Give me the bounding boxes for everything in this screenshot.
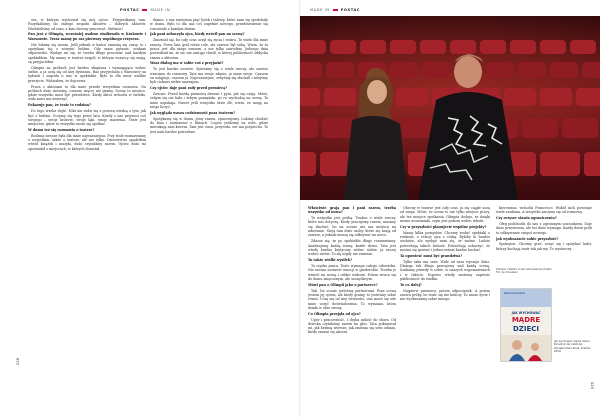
theater-seat [300, 62, 322, 78]
article-paragraph: To wszystko jest próbą. Trudno o wiele rzeczy, które nas dotyczą. Kiedy pracujemy razem, musimy się słuchać, bo na scenie nie ma miejsca na udawanie. Stoją tam dwie osoby, które się znają od zawsze, a jednak muszą się odkrywać na nowo. [308, 216, 396, 238]
theater-seat [540, 88, 572, 106]
interview-question: Mówi pan o Olimpii jako o partnerce? [308, 282, 378, 287]
interview-question: Właściwie grają pan i pani razem, trzeba wszystko od nowa? [308, 206, 396, 215]
header-separator [333, 9, 338, 10]
theater-seat [420, 40, 446, 54]
right-page-header [310, 8, 360, 12]
theater-photo-image [300, 0, 600, 200]
article-paragraph: Mamy kilka pomysłów. Chcemy zrobić spektakl o rodzinie, o relacji ojca z córką. Byłoby to bardzo osobiste, ale wydaje nam się, że ważne. Ludzie potrzebują takich historii. Potrzebują zobaczyć, że można się spierać i jednocześnie bardzo kochać. [400, 230, 490, 252]
theater-seat [480, 40, 506, 54]
book-title-line-1: JAK WYCHOWAĆ [511, 311, 541, 315]
article-paragraph: Obecny w teatrze jest cały czas, ja się ciągle uczę od niego. Mówi, że scena to nie tylko miejsce pracy, ale też miejsce spotkania. Olimpia dodaje, że dzięki niemu zrozumiała, czym jest pokora wobec tekstu. [400, 206, 490, 223]
article-paragraph: Spotykamy się w domu, jemy razem, spacerujemy. Lubimy chodzić do kina i rozmawiać o filmach. Często jeździmy na wieś, gdzie mieszkają nasi krewni. Tam jest cisza, przyroda, nie ma pośpiechu. To jest nam bardzo potrzebne. [150, 116, 268, 134]
right-folio: 029 [590, 382, 594, 389]
theater-seat [562, 118, 598, 138]
theater-seat [540, 152, 580, 176]
right-header-section: POSTAĆ [340, 8, 361, 12]
theater-seat [570, 40, 596, 54]
article-paragraph: Praca z aktorami to dla mnie przede wszystkim rozmowa. Na próbach dużo mówimy, czasem więcej niż gramy. Scena to miejsce, gdzie wszystko musi być prawdziwe. Kiedy aktor wchodzi w światło, widz musi mu uwierzyć. [28, 84, 146, 102]
theater-seat [300, 152, 316, 176]
interview-question: Wasz dialog ma w sobie coś z przyjaźni? [150, 61, 224, 66]
interview-question: Ta opowieść musi być prawdziwa? [400, 253, 463, 258]
theater-seat [326, 62, 354, 78]
theater-seat [582, 62, 600, 78]
article-paragraph: kierowana, wchodzi Francesco. Wokół nich powstaje wiele zaufania. A wszystko zaczyna się od rozmowy. [496, 206, 592, 215]
interview-question: Jak wyobrażacie sobie przyszłość? [496, 236, 559, 241]
article-paragraph: Do tego trzeba dojść. Nikt nie rodzi się z gotową wiedzą o tym, jak być z ludźmi. Uczymy się tego przez lata. Każdy z nas przynosi coś swojego – swoje historie, swoje lęki, swoje marzenia. Teatr jest miejscem, gdzie to wszystko może się spotkać. [28, 109, 146, 127]
article-paragraph: Najpierw premiera, potem odpoczynek. A potem znowu próby, bo teatr się nie kończy. To nasze życie i nie wyobrażamy sobie innego. [400, 288, 490, 302]
book-cover [500, 288, 552, 362]
right-text-column-2 [400, 206, 490, 410]
interview-question: W domu też się rozmawia o teatrze? [28, 127, 95, 132]
book-caption: Jak wychować mądre dzieci. Poradnik dla rodziców. Wydawnictwo Znak. Kraków 2019. [554, 340, 591, 354]
theater-seat [576, 88, 600, 106]
right-text-column-1 [308, 206, 396, 410]
article-paragraph: Spokojnie. Chcemy grać, uczyć się i spotykać ludzi, którzy kochają teatr tak jak my. To wystarczy. [496, 242, 592, 251]
article-paragraph: Zdarza się, że po spektaklu długo rozmawiamy. Analizujemy każdą scenę, każde słowo. Tata jest wtedy bardzo krytyczny wobec siebie, ja raczej wobec siebie. To się nigdy nie zmienia. [308, 239, 396, 257]
right-text-column-3 [496, 206, 592, 264]
book-author: Paweł Kozłowski [504, 292, 525, 295]
theater-seat [550, 62, 578, 78]
theater-seat [300, 118, 318, 138]
interview-question: To także wielki wysiłek? [308, 258, 353, 263]
interview-question: Jak wygląda wasza codzienność poza teatrem? [150, 110, 236, 115]
theater-seat [422, 62, 450, 78]
header-separator [142, 9, 147, 10]
interview-question: Pokazuje pan, że teatr to rodzina? [28, 103, 91, 108]
theater-seat [540, 40, 566, 54]
interview-question: Pan jest z Olimpią, wcześniej osobno studiowała w Krakowie i Warszawie. Teraz mamy po raz pierwszy wspólnego reżysera. [28, 32, 146, 41]
theater-seat [390, 40, 416, 54]
left-header-label: MADE IN [150, 8, 171, 12]
article-paragraph: ora, w którym wychował się mój ojciec. Przyjeżdżamy tam. Pozyskaliśmy do stałego zespołu aktorów – dobrych aktorów. Wiedzieliśmy od razu, z kim chcemy pracować. Stefanie! [28, 18, 146, 31]
article-paragraph: To ciężka praca. Teatr wymaga całego człowieka. Nie można zostawić emocji w garderobie. Trzeba je wnieść na scenę i oddać widzom. Potem wraca się do domu zmęczonym, ale szczęśliwym. [308, 263, 396, 281]
interview-question: Co Olimpia przejęła od ojca? [308, 311, 361, 316]
article-paragraph: To jest bardzo szczere. Spieramy się o wiele rzeczy, ale zawsze wracamy do rozmowy. Tata ma swoje zdanie, ja mam swoje. Czasem on ustępuje, czasem ja. Najważniejsze, żebyśmy się słuchali i żebyśmy byli ciekawi siebie nawzajem. [150, 67, 268, 85]
interview-question: Jak pani zobaczyła ojca, kiedy wrócił pan na scenę? [150, 32, 245, 37]
theater-seat [300, 88, 320, 106]
theater-seat [486, 62, 514, 78]
interview-question: To co dalej? [400, 282, 422, 287]
left-text-column-1 [28, 18, 146, 408]
photo-caption-text: Olimpia i Stefan w sali widowiskowej teatru [496, 268, 553, 271]
article-paragraph: Upór i pracowitość. I chyba miłość do słowa. Od dziecka czytaliśmy razem na głos. Tata pokazywał mi, jak brzmią wiersze, jak zmienia się sens zdania, kiedy zmieni się akcent. [308, 317, 396, 335]
article-paragraph: Ołeg podchodzi do nas z ogromnym szacunkiem. Daje dużo przestrzeni, ale też dużo wymaga. Każdy dzień prób to odkrywanie czegoś nowego. [496, 222, 592, 235]
photo-credit: Fot. Jan Kowalski [496, 271, 518, 275]
left-folio: 026 [16, 358, 20, 365]
article-paragraph: tkanie, z nas wymienia pięć łyżek i talerzy, które nam się spodobały w domu. Było to dla nas coś zupełnie nowego, przedstawienie się rozrastało z każdym dniem. [150, 18, 268, 31]
left-header-section: POSTAĆ [120, 8, 140, 12]
article-paragraph: Tak. Na scenie jesteśmy partnerami. Poza sceną jestem jej ojcem, ale kiedy gramy, to jesteśmy sobie równi. Uczę się od niej świeżości, ona może się ode mnie uczyć doświadczenia. To wymiana, która działa w obie strony. [308, 288, 396, 310]
interview-question: Czy w przyszłości planujecie wspólne projekty? [400, 224, 487, 229]
book-cover-illustration [501, 335, 551, 361]
theater-seat [390, 62, 418, 78]
right-page [300, 0, 600, 417]
book-title-line-2: MĄDRE [511, 316, 541, 324]
article-paragraph: Nie lubimy się razem. Jeśli jednak w końcu zmienią się czasy, to i spotykam się z nowymi ludźmi. Gdy mam pytanie, szukam odpowiedzi. Wydaje mi się, że trzeba długo pracować nad każdym spektaklem. My mamy w teatrze zespół, w którym wszyscy się znają, są przyjaciółmi. [28, 42, 146, 64]
right-header-label: MADE IN [310, 8, 330, 12]
theater-seat [584, 152, 600, 176]
book-title-line-3: DZIECI [512, 325, 539, 333]
interview-question: Czy reżyser stawia ograniczenia? [496, 216, 557, 221]
left-page-header [120, 8, 170, 12]
theater-seat [510, 40, 536, 54]
theater-seat [504, 88, 536, 106]
article-paragraph: Olimpia na próbach jest bardzo skupiona i wymagająca wobec siebie, a ja uczę się od niej dystansu. Raz przyjechała z Warszawy na tydzień i zagrała u nas w spektaklu. Było to dla mnie wielkie przeżycie. Widziałem, że dojrzewa. [28, 65, 146, 83]
article-paragraph: Tylko taka ma sens. Widz od razu wyczuje fałsz. Dlatego tak długo pracujemy nad każdą sceną. Szukamy prawdy w sobie, w naszych wspomnieniach i w tekście. Dopiero wtedy możemy zaprosić publiczność do środka. [400, 259, 490, 281]
interview-question: Czy ojciec daje pani rady przed premierą? [150, 86, 228, 91]
left-text-column-2 [150, 18, 268, 408]
theater-seat [522, 118, 558, 138]
theater-seat [330, 40, 356, 54]
theater-seat [300, 40, 326, 54]
theater-photo [300, 0, 600, 200]
theater-seat [518, 62, 546, 78]
article-paragraph: Rodzina zawsze była dla mnie najważniejsza. Przy stole rozmawiamy o wszystkim, także o teatrze, ale nie tylko. Dzieciństwo spędziłem wśród książek i muzyki, dużo czytaliśmy razem. Ojciec dużo mi opowiadał o miejscach, w których dorastał. [28, 133, 146, 151]
photo-caption [496, 268, 592, 275]
theater-seat [450, 40, 476, 54]
article-paragraph: Zawsze. Przed każdą premierą dzwoni i pyta, jak się czuję. Mówi, żebym się nie bała i żebym pamiętała, po co wychodzę na scenę. To mnie uspokaja. Nawet jeśli wszystko idzie źle, wiem, że mogę na niego liczyć. [150, 92, 268, 109]
theater-seat [360, 40, 386, 54]
theater-seat [324, 88, 356, 106]
article-paragraph: Zmieniał się, bo cały czas uczył się życia i teatru. To wiele dla mnie znaczy. Przez lata grał różne role, ale zawsze był sobą. Wiem, że ta praca jest dla niego sensem, a nie tylko zawodem. Jednego dnia powiedział mi, że nic nie zastąpi chwili, w której publiczność oddycha razem z aktorem. [150, 38, 268, 60]
theater-seat [396, 88, 428, 106]
